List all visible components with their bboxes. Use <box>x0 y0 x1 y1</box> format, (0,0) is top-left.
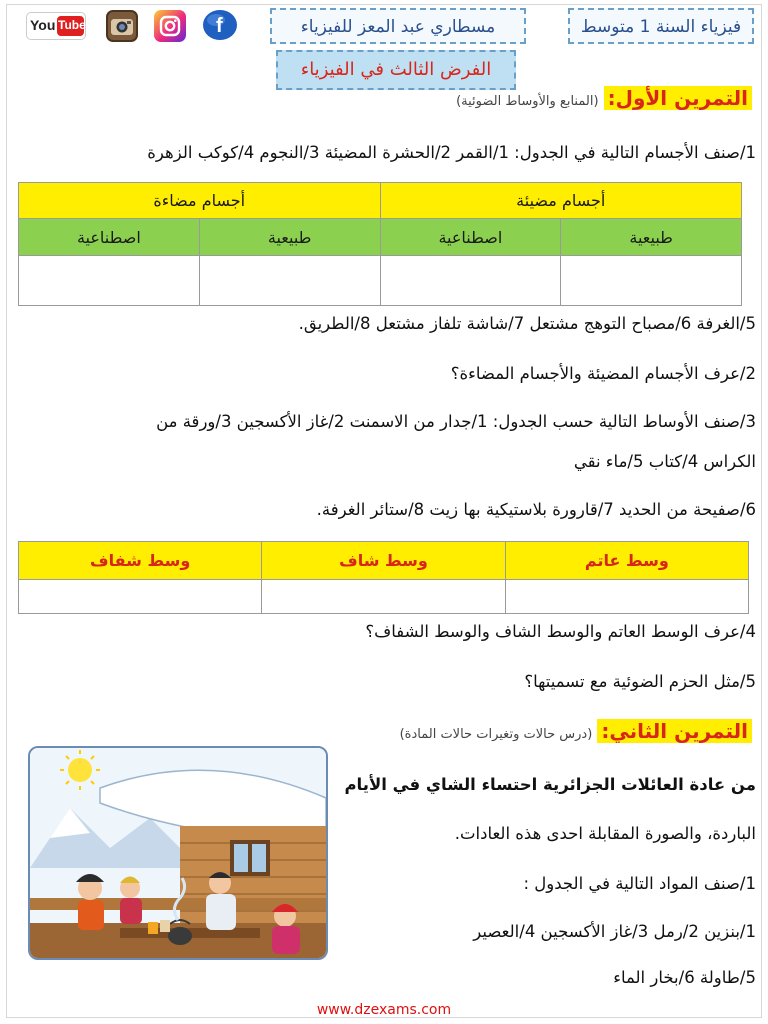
table1-sub-artificial-1: اصطناعية <box>380 219 561 256</box>
ex2-question1: 1/صنف المواد التالية في الجدول : <box>523 874 756 893</box>
table1-sub-natural-1: طبيعية <box>561 219 742 256</box>
luminous-classification-table <box>18 182 742 306</box>
table2-header-translucent: وسط شاف <box>262 542 505 580</box>
table2-header-transparent: وسط شفاف <box>19 542 262 580</box>
level-box: فيزياء السنة 1 متوسط <box>568 8 754 44</box>
table1-sub-artificial-2: اصطناعية <box>19 219 200 256</box>
exercise2-title: التمرين الثاني: <box>597 719 752 743</box>
table1-answer-cell[interactable] <box>380 256 561 306</box>
media-classification-table <box>18 541 749 614</box>
table2-header-opaque: وسط عاتم <box>505 542 748 580</box>
table1-header-illuminated: أجسام مضاءة <box>19 183 381 219</box>
ex2-items-line2: 5/طاولة 6/بخار الماء <box>613 968 756 987</box>
exercise2-subtitle: (درس حالات وتغيرات حالات المادة) <box>399 727 593 742</box>
table1-answer-cell[interactable] <box>19 256 200 306</box>
ex1-question3-line1: 3/صنف الأوساط التالية حسب الجدول: 1/جدار من الاسمنت 2/غاز الأكسجين 3/ورقة من <box>156 412 756 431</box>
table2-answer-cell[interactable] <box>505 580 748 614</box>
table1-header-luminous: أجسام مضيئة <box>380 183 742 219</box>
facebook-icon[interactable] <box>202 8 238 42</box>
camera-icon[interactable] <box>106 10 138 42</box>
ex1-question3-line2: الكراس 4/كتاب 5/ماء نقي <box>573 452 756 471</box>
winter-tea-illustration <box>28 746 328 960</box>
table1-sub-natural-2: طبيعية <box>199 219 380 256</box>
instagram-icon[interactable] <box>154 10 186 42</box>
footer-website[interactable]: www.dzexams.com <box>316 1002 452 1018</box>
table2-answer-cell[interactable] <box>262 580 505 614</box>
ex1-question5: 5/مثل الحزم الضوئية مع تسميتها؟ <box>524 672 756 691</box>
exercise1-heading <box>456 86 752 110</box>
table1-answer-cell[interactable] <box>199 256 380 306</box>
ex2-intro-line2: الباردة، والصورة المقابلة احدى هذه العادات. <box>454 824 756 843</box>
exercise1-subtitle: (المنابع والأوساط الضوئية) <box>456 94 599 109</box>
ex1-question2: 2/عرف الأجسام المضيئة والأجسام المضاءة؟ <box>450 364 756 383</box>
ex2-items-line1: 1/بنزين 2/رمل 3/غاز الأكسجين 4/العصير <box>473 922 756 941</box>
table2-answer-cell[interactable] <box>19 580 262 614</box>
ex1-question1-line1: 1/صنف الأجسام التالية في الجدول: 1/القمر 2/الحشرة المضيئة 3/النجوم 4/كوكب الزهرة <box>147 143 756 162</box>
exercise2-heading <box>400 719 752 743</box>
youtube-logo[interactable]: You Tube <box>26 12 86 40</box>
ex2-intro-line1: من عادة العائلات الجزائرية احتساء الشاي في الأيام <box>344 775 756 794</box>
ex1-question3-line3: 6/صفيحة من الحديد 7/قارورة بلاستيكية بها زيت 8/ستائر الغرفة. <box>316 500 756 519</box>
svg-text:f: f <box>216 15 223 37</box>
test-title: الفرض الثالث في الفيزياء <box>276 50 516 90</box>
teacher-box: مسطاري عبد المعز للفيزياء <box>270 8 526 44</box>
exercise1-title: التمرين الأول: <box>604 86 752 110</box>
ex1-question4: 4/عرف الوسط العاتم والوسط الشاف والوسط الشفاف؟ <box>365 622 756 641</box>
ex1-question1-line2: 5/الغرفة 6/مصباح التوهج مشتعل 7/شاشة تلفاز مشتعل 8/الطريق. <box>298 314 756 333</box>
table1-answer-cell[interactable] <box>561 256 742 306</box>
